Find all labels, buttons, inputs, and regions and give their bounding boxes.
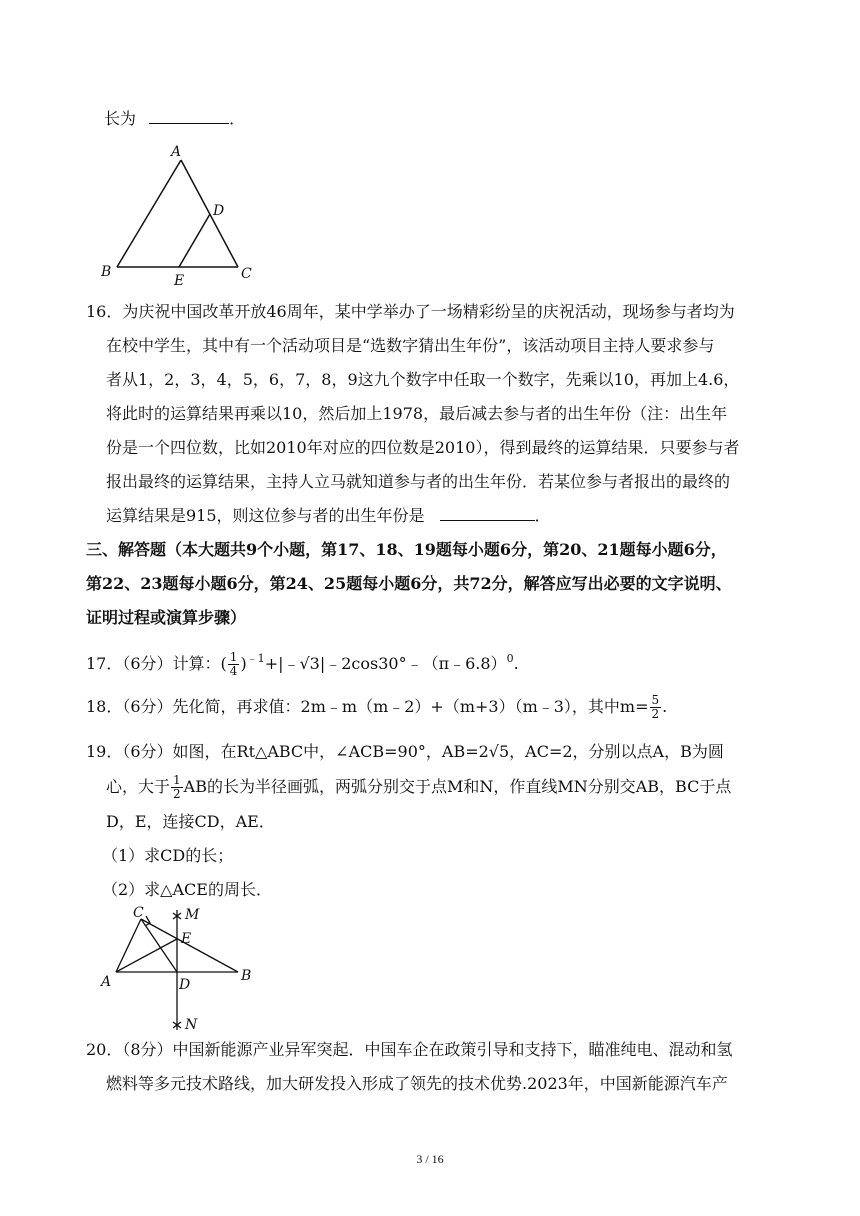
label-A: A bbox=[171, 144, 182, 160]
q17-num: 1 bbox=[229, 650, 238, 664]
q16-line-4: 将此时的运算结果再乘以10，然后加上1978，最后减去参与者的出生年份（注：出生年 bbox=[106, 404, 728, 423]
section3-line-3: 证明过程或演算步骤） bbox=[86, 608, 247, 627]
page-number: 3 / 16 bbox=[416, 1152, 444, 1166]
label-B2: B bbox=[241, 968, 252, 984]
q16-answer-blank[interactable] bbox=[440, 506, 535, 521]
q19-sub-2: （2）求△ACE的周长． bbox=[102, 880, 272, 899]
q19-num: 1 bbox=[173, 773, 181, 787]
q15-answer-blank[interactable] bbox=[149, 109, 229, 124]
section3-line-2: 第22、23题每小题6分，第24、25题每小题6分，共72分，解答应写出必要的文字说明、 bbox=[86, 574, 732, 593]
q16-line-2: 在校中学生，其中有一个活动项目是“选数字猜出生年份”，该活动项目主持人要求参与 bbox=[106, 336, 715, 355]
label-B: B bbox=[101, 264, 112, 280]
q19-line2-pre: 心，大于 bbox=[106, 777, 171, 796]
q19-line-3: D，E，连接CD，AE． bbox=[106, 812, 275, 831]
q20-line-1: 20．（8分）中国新能源产业异军突起．中国车企在政策引导和支持下，瞄准纯电、混动和氢 bbox=[86, 1040, 733, 1059]
q16-line-7: 运算结果是915，则这位参与者的出生年份是 ． bbox=[106, 506, 551, 525]
label-D2: D bbox=[179, 977, 191, 993]
q19-den: 2 bbox=[173, 787, 181, 801]
q17-end: . bbox=[513, 654, 519, 673]
label-C2: C bbox=[133, 905, 144, 921]
label-N: N bbox=[185, 1017, 198, 1033]
label-A2: A bbox=[101, 974, 112, 990]
q18-text: 18．（6分）先化简，再求值：2m﹣m（m﹣2）+（m+3）（m﹣3），其中m= bbox=[86, 697, 649, 716]
q17-exponent: ﹣1 bbox=[246, 652, 265, 665]
q15-tail: 长为 ． bbox=[104, 109, 246, 128]
q16-line-6: 报出最终的运算结果，主持人立马就知道参与者的出生年份．若某位参与者报出的最终的 bbox=[106, 472, 731, 491]
q19-line2-post: AB的长为半径画弧，两弧分别交于点M和N，作直线MN分别交AB，BC于点 bbox=[183, 777, 732, 796]
q17-prefix: 17．（6分）计算：( bbox=[86, 654, 227, 673]
q19-sub-1: （1）求CD的长； bbox=[102, 846, 234, 865]
q16-line-5: 份是一个四位数，比如2010年对应的四位数是2010），得到最终的运算结果．只要参与者 bbox=[106, 438, 740, 457]
q19-fraction bbox=[171, 774, 183, 801]
label-M: M bbox=[185, 907, 200, 923]
q19-line-2 bbox=[106, 770, 731, 804]
q18-num: 5 bbox=[651, 693, 660, 707]
q18-fraction bbox=[650, 694, 662, 721]
q17: 17．（6分）计算：( $\frac{1}{4}$ )$^{﹣1}$+|﹣√3|﹣2cos30°﹣（π﹣6.8）$^0$. bbox=[86, 650, 519, 678]
q18 bbox=[86, 690, 667, 724]
label-E2: E bbox=[181, 931, 192, 947]
q18-den: 2 bbox=[651, 707, 660, 721]
q17-den: 4 bbox=[229, 664, 238, 678]
label-E: E bbox=[174, 273, 185, 289]
q16-last-text: 运算结果是915，则这位参与者的出生年份是 bbox=[106, 506, 425, 525]
q16-line-3: 者从1，2，3，4，5，6，7，8，9这九个数字中任取一个数字，先乘以10，再加上4.6， bbox=[106, 370, 740, 389]
q15-text: 长为 bbox=[104, 109, 137, 128]
label-D: D bbox=[213, 203, 225, 219]
section3-line-1: 三、解答题（本大题共9个小题，第17、18、19题每小题6分，第20、21题每小题6分， bbox=[86, 540, 727, 559]
q19-line-1: 19．（6分）如图，在Rt△ABC中，∠ACB=90°，AB=2√5，AC=2，分别以点A，B为圆 bbox=[86, 742, 724, 761]
right-triangle-bisector-figure bbox=[95, 905, 270, 1035]
q18-end: . bbox=[662, 697, 668, 716]
q20-line-2: 燃料等多元技术路线，加大研发投入形成了领先的技术优势.2023年，中国新能源汽车产 bbox=[106, 1074, 728, 1093]
triangle-abc-figure bbox=[95, 140, 265, 290]
q17-fraction bbox=[228, 651, 240, 678]
q17-rest: +|﹣√3|﹣2cos30°﹣（π﹣6.8） bbox=[264, 654, 507, 673]
q16-line-1: 16．为庆祝中国改革开放46周年，某中学举办了一场精彩纷呈的庆祝活动，现场参与者均为 bbox=[86, 302, 735, 321]
label-C: C bbox=[241, 266, 252, 282]
q17-zero-exponent: 0 bbox=[506, 652, 514, 665]
